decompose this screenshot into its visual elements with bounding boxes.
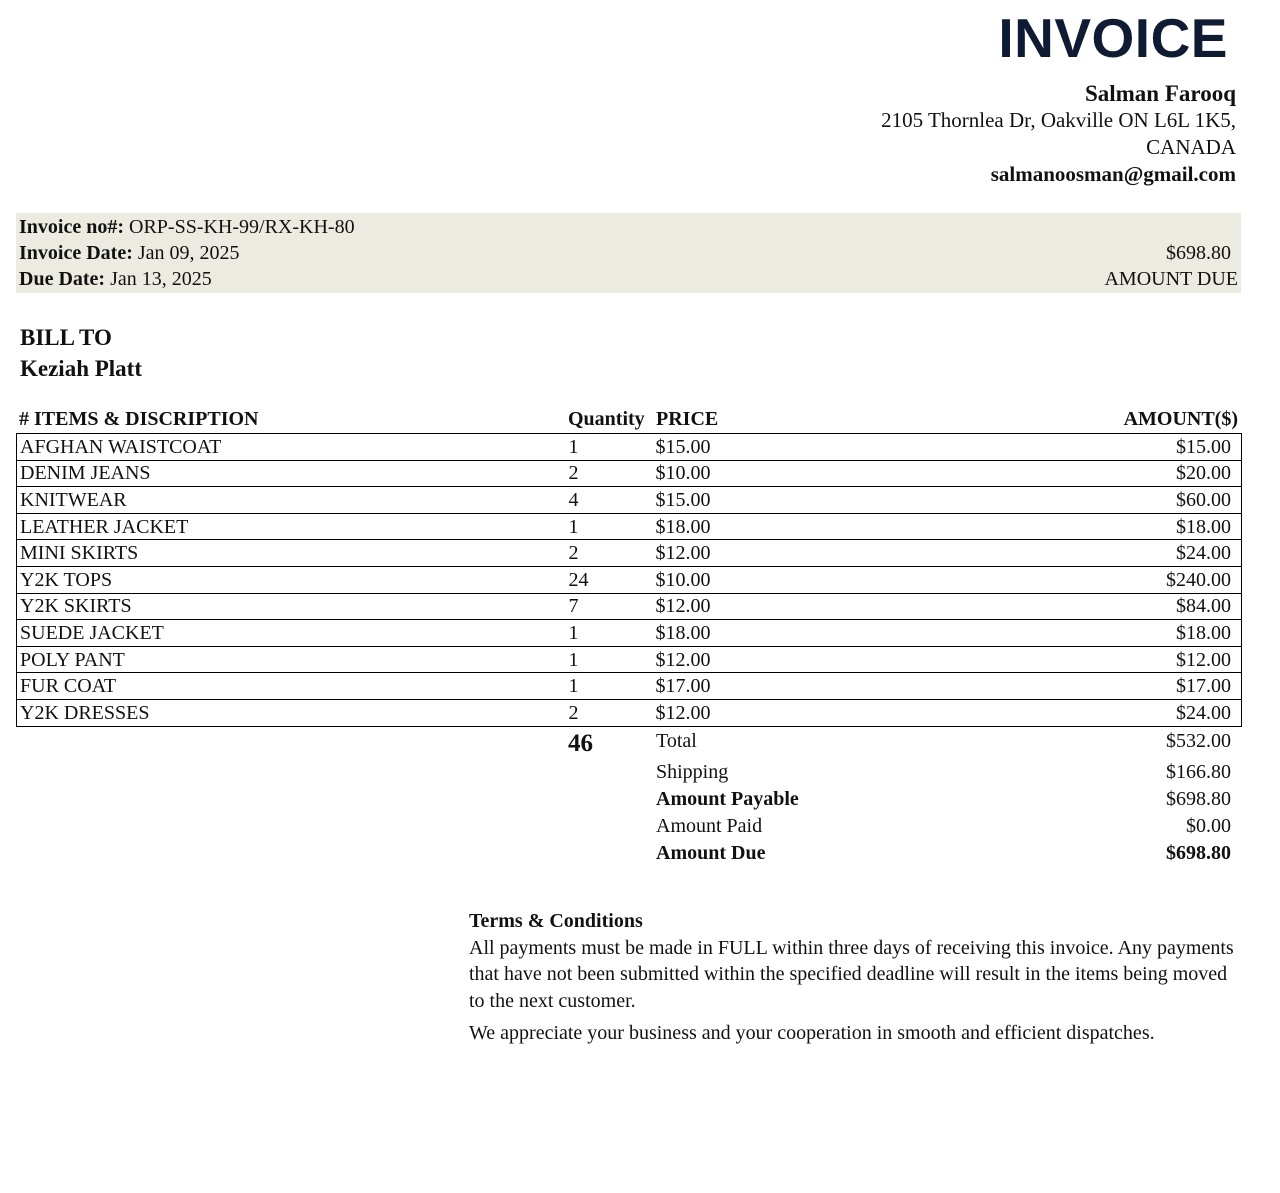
table-row <box>17 646 1242 673</box>
amount-due-row <box>656 842 1231 869</box>
thanks-note: We appreciate your business and your cooperation in smooth and efficient dispatches. <box>469 1022 1155 1044</box>
item-amount: $18.00 <box>953 620 1242 647</box>
item-quantity: 24 <box>566 566 653 593</box>
item-price: $12.00 <box>653 593 953 620</box>
header-quantity: Quantity <box>568 408 645 430</box>
amount-due-total-value: $698.80 <box>1166 842 1231 864</box>
item-price: $10.00 <box>653 460 953 487</box>
table-row <box>17 699 1242 726</box>
invoice-title: INVOICE <box>998 7 1228 69</box>
due-date-value: Jan 13, 2025 <box>110 268 212 290</box>
table-row <box>17 593 1242 620</box>
item-amount: $60.00 <box>953 487 1242 514</box>
amount-due-total-label: Amount Due <box>656 842 766 864</box>
item-price: $12.00 <box>653 646 953 673</box>
table-row <box>17 540 1242 567</box>
item-price: $18.00 <box>653 513 953 540</box>
seller-email: salmanoosman@gmail.com <box>990 162 1236 186</box>
invoice-number-label: Invoice no#: <box>19 216 124 238</box>
terms-body: All payments must be made in FULL within three days of receiving this invoice. Any payments that have not been submitted within the specified deadline will result in the items being moved to the next customer. <box>469 936 1234 1012</box>
item-description: MINI SKIRTS <box>17 540 566 567</box>
table-row <box>17 434 1242 461</box>
shipping-value: $166.80 <box>1166 761 1231 783</box>
item-quantity: 2 <box>566 460 653 487</box>
item-description: DENIM JEANS <box>17 460 566 487</box>
item-quantity: 1 <box>566 513 653 540</box>
item-quantity: 7 <box>566 593 653 620</box>
item-quantity: 1 <box>566 673 653 700</box>
invoice-date <box>19 242 240 265</box>
invoice-number <box>19 216 355 239</box>
due-date-label: Due Date: <box>19 268 106 290</box>
amount-paid-row <box>656 815 1231 842</box>
item-quantity: 2 <box>566 540 653 567</box>
item-description: LEATHER JACKET <box>17 513 566 540</box>
item-description: AFGHAN WAISTCOAT <box>17 434 566 461</box>
item-amount: $24.00 <box>953 540 1242 567</box>
terms-heading: Terms & Conditions <box>469 910 643 932</box>
bill-to-label: BILL TO <box>20 325 112 350</box>
amount-payable-label: Amount Payable <box>656 788 799 810</box>
items-table <box>16 433 1242 727</box>
item-price: $18.00 <box>653 620 953 647</box>
item-amount: $15.00 <box>953 434 1242 461</box>
item-description: KNITWEAR <box>17 487 566 514</box>
header-description: # ITEMS & DISCRIPTION <box>19 408 259 430</box>
table-row <box>17 513 1242 540</box>
item-quantity: 1 <box>566 434 653 461</box>
item-amount: $84.00 <box>953 593 1242 620</box>
total-row <box>656 730 1231 761</box>
item-amount: $12.00 <box>953 646 1242 673</box>
item-description: POLY PANT <box>17 646 566 673</box>
amount-due-label: AMOUNT DUE <box>1104 268 1238 290</box>
item-quantity: 1 <box>566 620 653 647</box>
totals-summary <box>656 730 1231 869</box>
item-price: $12.00 <box>653 540 953 567</box>
amount-payable-row <box>656 788 1231 815</box>
table-row <box>17 487 1242 514</box>
seller-name: Salman Farooq <box>1084 81 1236 106</box>
item-quantity: 2 <box>566 699 653 726</box>
item-description: SUEDE JACKET <box>17 620 566 647</box>
amount-paid-label: Amount Paid <box>656 815 763 837</box>
items-header <box>16 408 1241 432</box>
amount-payable-value: $698.80 <box>1166 788 1231 810</box>
item-amount: $240.00 <box>953 566 1242 593</box>
total-quantity: 46 <box>568 730 593 757</box>
amount-paid-value: $0.00 <box>1186 815 1231 837</box>
item-amount: $17.00 <box>953 673 1242 700</box>
due-date <box>19 268 212 291</box>
invoice-number-value: ORP-SS-KH-99/RX-KH-80 <box>129 216 355 238</box>
item-description: Y2K DRESSES <box>17 699 566 726</box>
table-row <box>17 673 1242 700</box>
table-row <box>17 620 1242 647</box>
bill-to-name: Keziah Platt <box>20 356 142 381</box>
table-row <box>17 460 1242 487</box>
seller-address-line1: 2105 Thornlea Dr, Oakville ON L6L 1K5, <box>881 108 1236 132</box>
item-description: Y2K TOPS <box>17 566 566 593</box>
item-amount: $18.00 <box>953 513 1242 540</box>
invoice-meta <box>16 213 1241 293</box>
item-quantity: 4 <box>566 487 653 514</box>
item-description: FUR COAT <box>17 673 566 700</box>
terms-section <box>469 908 1244 1047</box>
item-price: $12.00 <box>653 699 953 726</box>
item-price: $15.00 <box>653 487 953 514</box>
header-price: PRICE <box>656 408 719 430</box>
invoice-date-label: Invoice Date: <box>19 242 133 264</box>
item-amount: $24.00 <box>953 699 1242 726</box>
bill-to <box>20 322 142 384</box>
item-amount: $20.00 <box>953 460 1242 487</box>
item-price: $10.00 <box>653 566 953 593</box>
header-amount: AMOUNT($) <box>1123 408 1238 430</box>
seller-info <box>881 80 1236 188</box>
seller-address-line2: CANADA <box>1146 135 1236 159</box>
total-value: $532.00 <box>1166 730 1231 752</box>
item-price: $17.00 <box>653 673 953 700</box>
amount-due-value: $698.80 <box>1166 242 1231 264</box>
item-price: $15.00 <box>653 434 953 461</box>
item-description: Y2K SKIRTS <box>17 593 566 620</box>
invoice-date-value: Jan 09, 2025 <box>137 242 240 264</box>
shipping-label: Shipping <box>656 761 729 783</box>
item-quantity: 1 <box>566 646 653 673</box>
shipping-row <box>656 761 1231 788</box>
total-label: Total <box>656 730 697 752</box>
table-row <box>17 566 1242 593</box>
